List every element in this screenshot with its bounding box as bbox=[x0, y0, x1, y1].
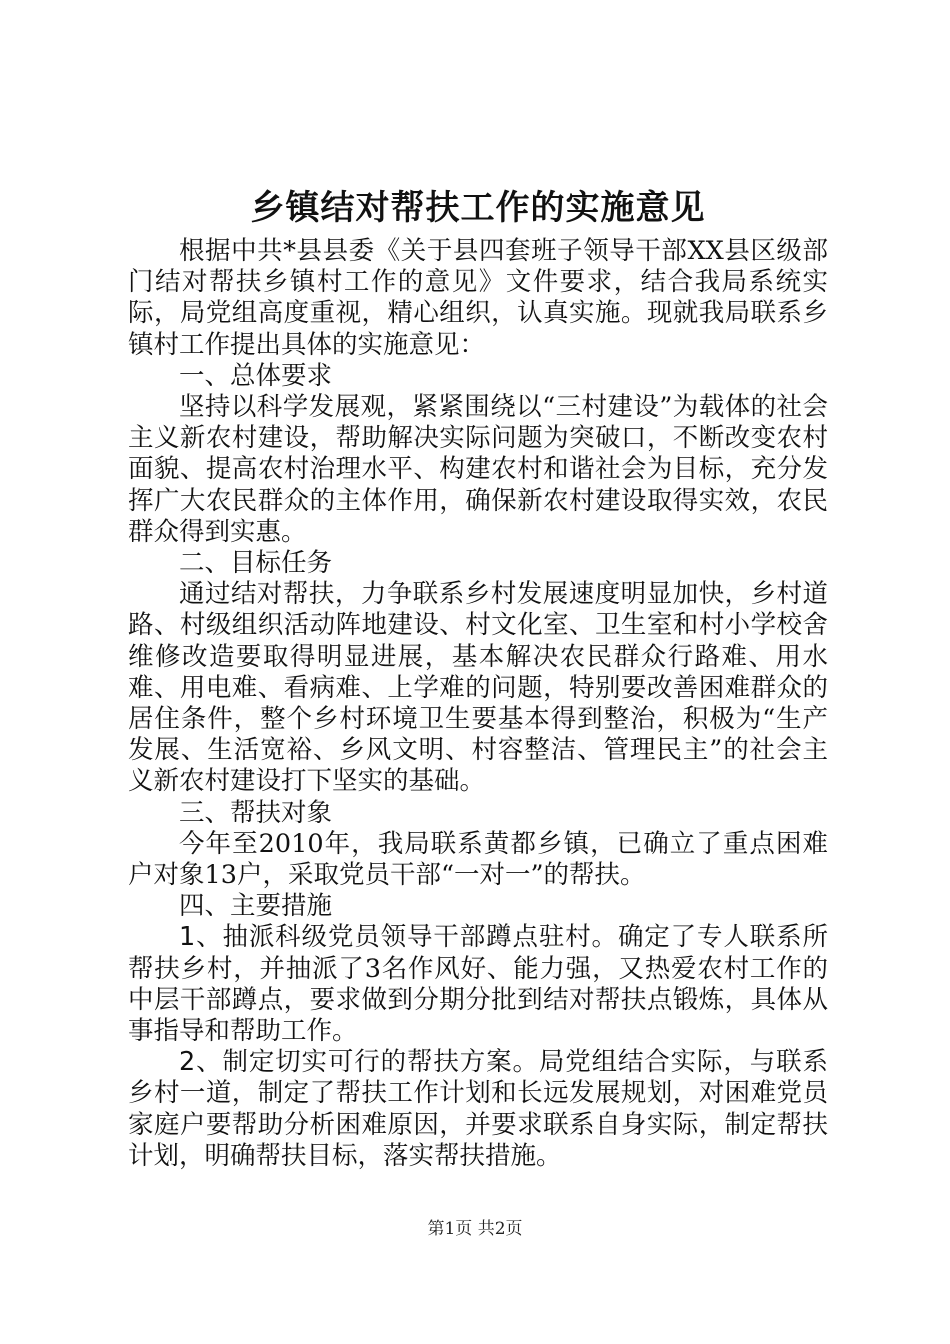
document-title: 乡镇结对帮扶工作的实施意见 bbox=[250, 188, 706, 228]
document-content bbox=[128, 182, 828, 1172]
measure-lead-1: 1、抽派科级党员领导干部蹲点驻村。 bbox=[179, 922, 618, 953]
section-body-overall: 坚持以科学发展观，紧紧围绕以“三村建设”为载体的社会主义新农村建设，帮助解决实际问题为突破口，不断改变农村面貌、提高农村治理水平、构建农村和谐社会为目标，充分发挥广大农民群众的主体作用，确保新农村建设取得实效，农民群众得到实惠。 bbox=[128, 392, 828, 547]
intro-paragraph: 根据中共*县县委《关于县四套班子领导干部XX县区级部门结对帮扶乡镇村工作的意见》文件要求，结合我局系统实际，局党组高度重视，精心组织，认真实施。现就我局联系乡镇村工作提出具体的实施意见： bbox=[128, 236, 828, 360]
section-body-targets: 今年至2010年，我局联系黄都乡镇，已确立了重点困难户对象13户，采取党员干部“一对一”的帮扶。 bbox=[128, 828, 828, 891]
section-heading-targets: 三、帮扶对象 bbox=[179, 797, 333, 828]
measure-body-1: 确定了专人联系所帮扶乡村，并抽派了3名作风好、能力强，又热爱农村工作的中层干部蹲点，要求做到分期分批到结对帮扶点锻炼，具体从事指导和帮助工作。 bbox=[128, 922, 828, 1047]
section-heading-overall: 一、总体要求 bbox=[179, 360, 333, 391]
measure-lead-2: 2、制定切实可行的帮扶方案。 bbox=[179, 1047, 539, 1078]
section-heading-goals: 二、目标任务 bbox=[179, 548, 333, 579]
page-footer: 第1页 共2页 bbox=[427, 1219, 523, 1239]
measure-paragraph-2 bbox=[128, 1047, 828, 1172]
section-heading-measures: 四、主要措施 bbox=[179, 891, 333, 922]
measure-body-2: 局党组结合实际，与联系乡村一道，制定了帮扶工作计划和长远发展规划，对困难党员家庭户要帮助分析困难原因，并要求联系自身实际，制定帮扶计划，明确帮扶目标，落实帮扶措施。 bbox=[128, 1047, 828, 1171]
section-body-goals: 通过结对帮扶，力争联系乡村发展速度明显加快，乡村道路、村级组织活动阵地建设、村文化室、卫生室和村小学校舍维修改造要取得明显进展，基本解决农民群众行路难、用水难、用电难、看病难、上学难的问题，特别要改善困难群众的居住条件，整个乡村环境卫生要基本得到整治，积极为“生产发展、生活宽裕、乡风文明、村容整洁、管理民主”的社会主义新农村建设打下坚实的基础。 bbox=[128, 579, 828, 797]
measure-paragraph-1 bbox=[128, 922, 828, 1047]
